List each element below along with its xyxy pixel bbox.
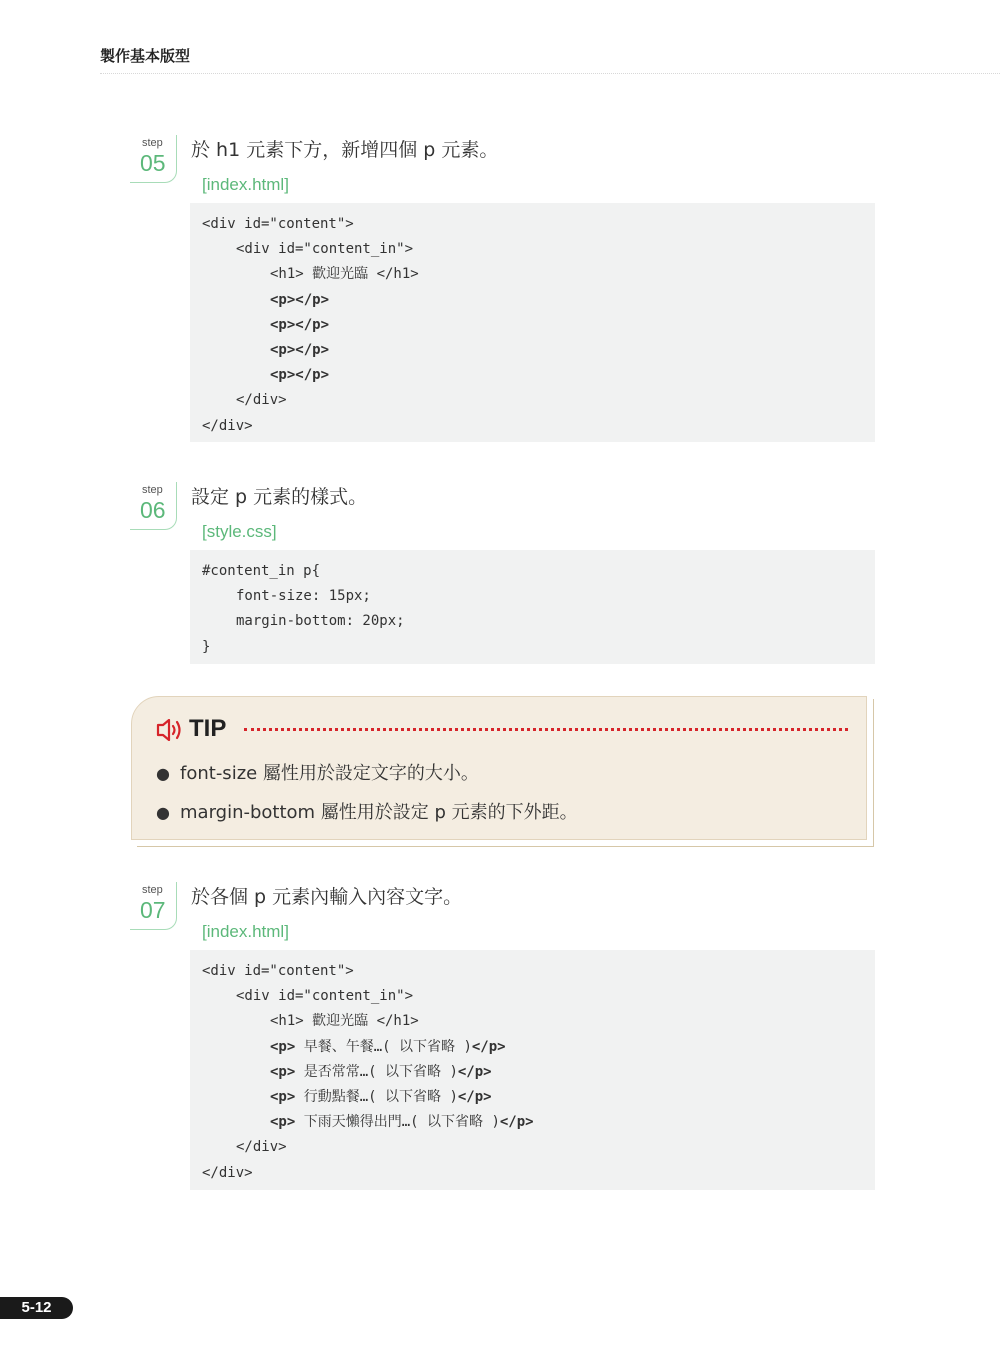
step-word: step [142, 484, 163, 496]
code-line: <p></p> [270, 341, 330, 358]
step-06 [130, 482, 880, 667]
p-close-tag: </p> [457, 1063, 492, 1080]
file-label: [index.html] [202, 175, 289, 194]
tip-item-text: margin-bottom 屬性用於設定 p 元素的下外距。 [180, 802, 578, 823]
step-badge [130, 882, 177, 930]
code-block [190, 550, 875, 664]
file-label: [style.css] [202, 522, 277, 541]
code-line: <div id="content_in"> [236, 241, 414, 258]
code-line: } [202, 638, 211, 655]
bullet: ● [156, 803, 170, 822]
step-05 [130, 135, 880, 445]
p-text: 是否常常…( 以下省略 ) [295, 1063, 458, 1080]
code-line: <div id="content"> [202, 963, 354, 979]
code-block [190, 203, 875, 442]
header-rule [100, 73, 1000, 74]
p-text: 行動點餐…( 以下省略 ) [295, 1088, 458, 1105]
chapter-title: 製作基本版型 [100, 47, 191, 65]
step-badge [130, 135, 177, 183]
code-line: <div id="content"> [202, 216, 354, 232]
code-line [202, 1035, 875, 1060]
p-close-tag: </p> [499, 1114, 534, 1131]
code-line [202, 1085, 875, 1110]
step-heading: 設定 p 元素的樣式。 [191, 486, 368, 508]
code-line [202, 1060, 875, 1085]
tip-dotted-rule [244, 728, 848, 731]
p-open-tag: <p> [270, 1088, 296, 1105]
tip-box [131, 696, 867, 840]
file-label: [index.html] [202, 922, 289, 941]
p-open-tag: <p> [270, 1063, 296, 1080]
tip-title: TIP [189, 715, 227, 742]
code-line: <h1> 歡迎光臨 </h1> [270, 1013, 419, 1030]
p-open-tag: <p> [270, 1114, 296, 1131]
p-text: 下雨天懶得出門…( 以下省略 ) [295, 1114, 500, 1131]
code-line: </div> [236, 1139, 287, 1156]
step-word: step [142, 137, 163, 149]
code-line: </div> [202, 417, 253, 434]
step-07 [130, 882, 880, 1194]
code-line: margin-bottom: 20px; [236, 613, 405, 630]
step-number: 06 [140, 497, 166, 523]
p-close-tag: </p> [457, 1088, 492, 1105]
tip-item-text: font-size 屬性用於設定文字的大小。 [180, 763, 479, 784]
step-word: step [142, 884, 163, 896]
step-heading: 於 h1 元素下方，新增四個 p 元素。 [191, 139, 499, 161]
p-text: 早餐、午餐…( 以下省略 ) [295, 1038, 472, 1055]
step-heading: 於各個 p 元素內輸入內容文字。 [191, 886, 463, 908]
code-line: <p></p> [270, 367, 330, 384]
speaker-icon [156, 719, 184, 745]
code-block [190, 950, 875, 1190]
step-badge [130, 482, 177, 530]
code-line: </div> [236, 392, 287, 409]
code-line: </div> [202, 1164, 253, 1181]
step-number: 07 [140, 897, 166, 923]
code-line: <h1> 歡迎光臨 </h1> [270, 266, 419, 283]
tip-item [156, 759, 479, 785]
code-line [202, 1110, 875, 1135]
page-number-tab: 5-12 [0, 1297, 73, 1319]
step-number: 05 [140, 150, 166, 176]
code-line: <p></p> [270, 291, 330, 308]
bullet: ● [156, 764, 170, 783]
p-close-tag: </p> [471, 1038, 506, 1055]
code-line: font-size: 15px; [236, 588, 371, 605]
code-line: #content_in p{ [202, 563, 321, 579]
code-line: <div id="content_in"> [236, 988, 414, 1005]
tip-item [156, 798, 578, 824]
code-line: <p></p> [270, 316, 330, 333]
p-open-tag: <p> [270, 1038, 296, 1055]
